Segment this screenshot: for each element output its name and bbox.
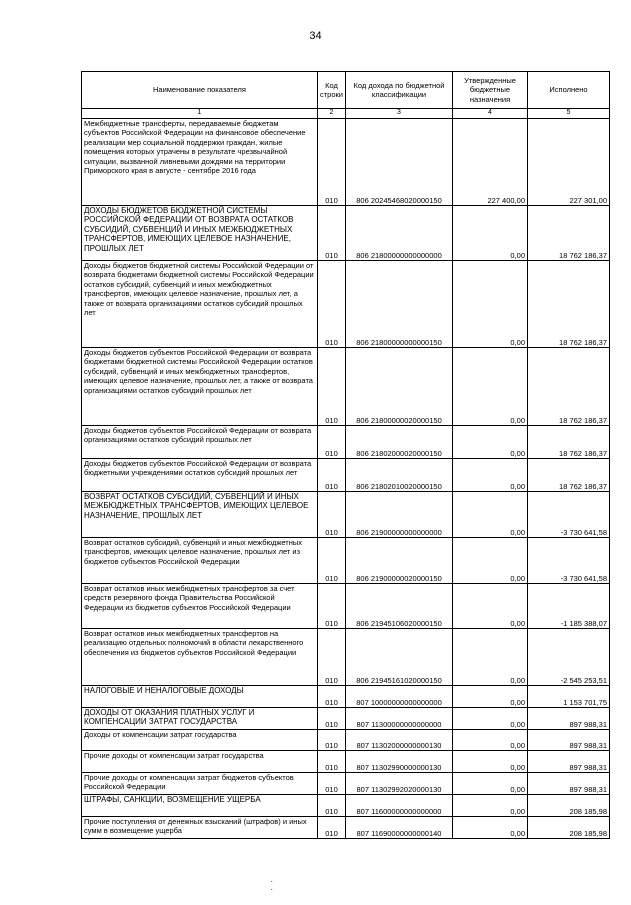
row-name: Возврат остатков иных межбюджетных трансфертов на реализацию отдельных полномочий в области лекарственного обеспечения из бюджетов субъектов Российской Федерации	[82, 629, 318, 686]
row-executed: 18 762 186,37	[528, 261, 610, 348]
row-kbk: 806 21800000020000150	[346, 348, 453, 426]
table-row	[82, 795, 610, 817]
row-approved: 0,00	[453, 206, 528, 261]
table-row	[82, 206, 610, 261]
column-index: 3	[346, 109, 453, 119]
column-index: 2	[318, 109, 346, 119]
table-row	[82, 686, 610, 708]
row-kbk: 807 11302992020000130	[346, 773, 453, 795]
row-kbk: 806 21900000020000150	[346, 538, 453, 584]
row-approved: 0,00	[453, 261, 528, 348]
row-name: НАЛОГОВЫЕ И НЕНАЛОГОВЫЕ ДОХОДЫ	[82, 686, 318, 708]
row-approved: 0,00	[453, 426, 528, 459]
row-name: ШТРАФЫ, САНКЦИИ, ВОЗМЕЩЕНИЕ УЩЕРБА	[82, 795, 318, 817]
row-executed: 227 301,00	[528, 119, 610, 206]
row-kbk: 806 21800000000000150	[346, 261, 453, 348]
row-executed: 208 185,98	[528, 795, 610, 817]
row-kbk: 807 11300000000000000	[346, 708, 453, 730]
row-name: Возврат остатков иных межбюджетных трансфертов за счет средств резервного фонда Правительства Российской Федерации из бюджетов субъектов Российской Федерации	[82, 584, 318, 629]
row-executed: -3 730 641,58	[528, 492, 610, 538]
row-approved: 0,00	[453, 348, 528, 426]
row-code: 010	[318, 348, 346, 426]
row-name: ДОХОДЫ БЮДЖЕТОВ БЮДЖЕТНОЙ СИСТЕМЫ РОССИЙСКОЙ ФЕДЕРАЦИИ ОТ ВОЗВРАТА ОСТАТКОВ СУБСИДИЙ, СУБВЕНЦИЙ И ИНЫХ МЕЖБЮДЖЕТНЫХ ТРАНСФЕРТОВ, ИМЕЮЩИХ ЦЕЛЕВОЕ НАЗНАЧЕНИЕ, ПРОШЛЫХ ЛЕТ	[82, 206, 318, 261]
table-row	[82, 426, 610, 459]
header-code: Код строки	[318, 72, 346, 109]
row-executed: 18 762 186,37	[528, 348, 610, 426]
header-kbk: Код дохода по бюджетной классификации	[346, 72, 453, 109]
table-row	[82, 492, 610, 538]
scan-marks	[270, 878, 273, 894]
row-code: 010	[318, 773, 346, 795]
row-executed: 1 153 701,75	[528, 686, 610, 708]
row-kbk: 807 11302990000000130	[346, 751, 453, 773]
row-name: Доходы бюджетов субъектов Российской Федерации от возврата организациями остатков субсидий прошлых лет	[82, 426, 318, 459]
table-header-row	[82, 72, 610, 109]
row-code: 010	[318, 730, 346, 751]
row-name: Прочие доходы от компенсации затрат бюджетов субъектов Российской Федерации	[82, 773, 318, 795]
row-kbk: 806 21945161020000150	[346, 629, 453, 686]
row-code: 010	[318, 261, 346, 348]
table-row	[82, 708, 610, 730]
row-approved: 0,00	[453, 795, 528, 817]
row-kbk: 807 11302000000000130	[346, 730, 453, 751]
row-kbk: 806 20245468020000150	[346, 119, 453, 206]
row-code: 010	[318, 686, 346, 708]
row-code: 010	[318, 795, 346, 817]
table-row	[82, 817, 610, 839]
row-executed: 897 988,31	[528, 730, 610, 751]
table-row	[82, 119, 610, 206]
row-approved: 0,00	[453, 817, 528, 839]
table-row	[82, 629, 610, 686]
row-code: 010	[318, 751, 346, 773]
row-kbk: 806 21802010020000150	[346, 459, 453, 492]
row-executed: 208 185,98	[528, 817, 610, 839]
row-name: Прочие поступления от денежных взысканий (штрафов) и иных сумм в возмещение ущерба	[82, 817, 318, 839]
row-code: 010	[318, 492, 346, 538]
row-code: 010	[318, 708, 346, 730]
row-code: 010	[318, 119, 346, 206]
budget-execution-table	[81, 71, 610, 839]
row-approved: 0,00	[453, 459, 528, 492]
header-executed: Исполнено	[528, 72, 610, 109]
row-executed: -2 545 253,51	[528, 629, 610, 686]
page-number: 34	[309, 30, 322, 42]
table-row	[82, 459, 610, 492]
row-code: 010	[318, 206, 346, 261]
row-kbk: 807 10000000000000000	[346, 686, 453, 708]
row-name: Межбюджетные трансферты, передаваемые бюджетам субъектов Российской Федерации на финансовое обеспечение реализации мер социальной поддержки граждан, жилые помещения которых утрачены в результате чрезвычайной ситуации, вызванной ливневыми дождями на территории Приморского края в августе - сентябре 2016 года	[82, 119, 318, 206]
header-name: Наименование показателя	[82, 72, 318, 109]
row-kbk: 806 21900000000000000	[346, 492, 453, 538]
row-code: 010	[318, 459, 346, 492]
row-executed: 18 762 186,37	[528, 459, 610, 492]
row-name: Доходы от компенсации затрат государства	[82, 730, 318, 751]
row-name: ВОЗВРАТ ОСТАТКОВ СУБСИДИЙ, СУБВЕНЦИЙ И ИНЫХ МЕЖБЮДЖЕТНЫХ ТРАНСФЕРТОВ, ИМЕЮЩИХ ЦЕЛЕВОЕ НАЗНАЧЕНИЕ, ПРОШЛЫХ ЛЕТ	[82, 492, 318, 538]
column-index: 5	[528, 109, 610, 119]
row-approved: 0,00	[453, 629, 528, 686]
row-name: Доходы бюджетов бюджетной системы Российской Федерации от возврата бюджетами бюджетной системы Российской Федерации остатков субсидий, субвенций и иных межбюджетных трансфертов, имеющих целевое назначение, прошлых лет, а также от возврата организациями остатков субсидий прошлых лет	[82, 261, 318, 348]
row-approved: 0,00	[453, 584, 528, 629]
header-approved: Утвержденные бюджетные назначения	[453, 72, 528, 109]
row-code: 010	[318, 817, 346, 839]
row-executed: 897 988,31	[528, 708, 610, 730]
column-index: 1	[82, 109, 318, 119]
row-name: Прочие доходы от компенсации затрат государства	[82, 751, 318, 773]
row-approved: 0,00	[453, 751, 528, 773]
row-approved: 0,00	[453, 708, 528, 730]
row-name: ДОХОДЫ ОТ ОКАЗАНИЯ ПЛАТНЫХ УСЛУГ И КОМПЕНСАЦИИ ЗАТРАТ ГОСУДАРСТВА	[82, 708, 318, 730]
row-name: Возврат остатков субсидий, субвенций и иных межбюджетных трансфертов, имеющих целевое назначение, прошлых лет из бюджетов субъектов Российской Федерации	[82, 538, 318, 584]
row-kbk: 807 11690000000000140	[346, 817, 453, 839]
row-executed: -3 730 641,58	[528, 538, 610, 584]
column-index: 4	[453, 109, 528, 119]
row-executed: 18 762 186,37	[528, 426, 610, 459]
table-row	[82, 730, 610, 751]
row-name: Доходы бюджетов субъектов Российской Федерации от возврата бюджетами бюджетной системы Российской Федерации остатков субсидий, субвенций и иных межбюджетных трансфертов, имеющих целевое назначение, прошлых лет, а также от возврата организациями остатков субсидий прошлых лет	[82, 348, 318, 426]
table-row	[82, 538, 610, 584]
row-code: 010	[318, 538, 346, 584]
column-index-row	[82, 109, 610, 119]
row-kbk: 806 21802000020000150	[346, 426, 453, 459]
row-kbk: 806 21800000000000000	[346, 206, 453, 261]
row-approved: 0,00	[453, 538, 528, 584]
row-executed: -1 185 388,07	[528, 584, 610, 629]
row-code: 010	[318, 584, 346, 629]
table-row	[82, 773, 610, 795]
row-code: 010	[318, 629, 346, 686]
row-kbk: 806 21945106020000150	[346, 584, 453, 629]
row-executed: 897 988,31	[528, 751, 610, 773]
scan-dot: ·	[270, 884, 274, 895]
row-approved: 0,00	[453, 730, 528, 751]
row-approved: 0,00	[453, 686, 528, 708]
scan-dot: ·	[270, 876, 274, 887]
row-name: Доходы бюджетов субъектов Российской Федерации от возврата бюджетными учреждениями остатков субсидий прошлых лет	[82, 459, 318, 492]
table-row	[82, 348, 610, 426]
table-row	[82, 751, 610, 773]
row-approved: 227 400,00	[453, 119, 528, 206]
row-approved: 0,00	[453, 773, 528, 795]
row-executed: 18 762 186,37	[528, 206, 610, 261]
row-executed: 897 988,31	[528, 773, 610, 795]
table-row	[82, 261, 610, 348]
row-approved: 0,00	[453, 492, 528, 538]
table-row	[82, 584, 610, 629]
row-kbk: 807 11600000000000000	[346, 795, 453, 817]
row-code: 010	[318, 426, 346, 459]
